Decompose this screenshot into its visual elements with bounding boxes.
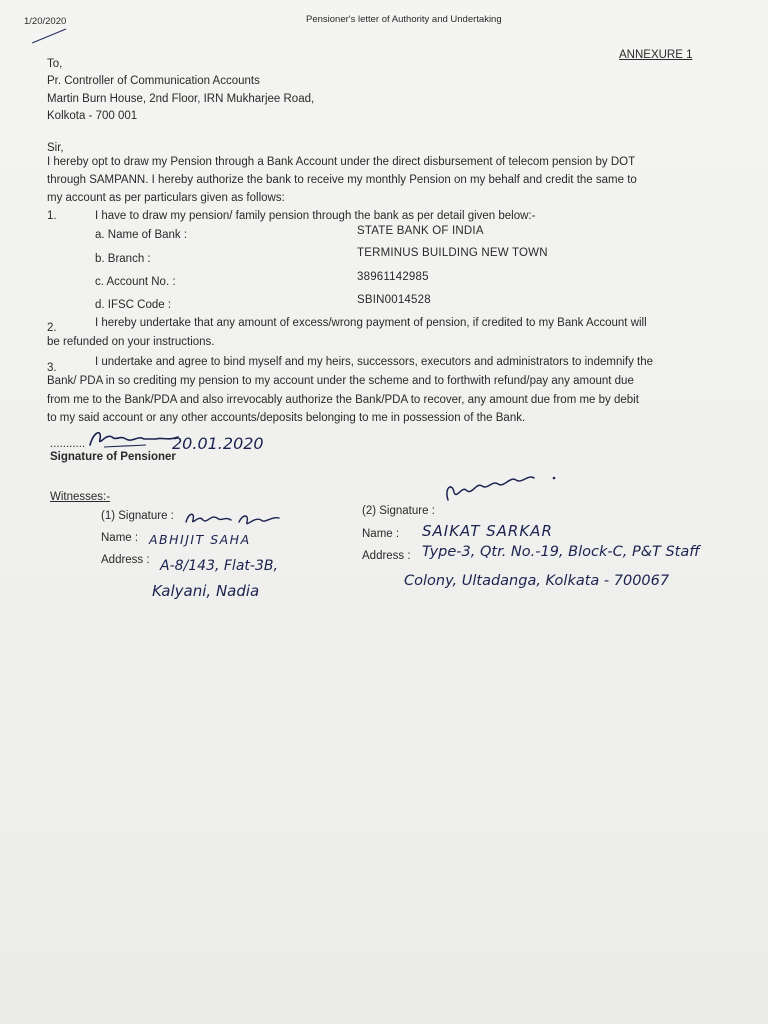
- pensioner-signature-scribble: [86, 425, 186, 453]
- salutation: Sir,: [47, 142, 64, 154]
- branch-value: TERMINUS BUILDING NEW TOWN: [357, 247, 548, 259]
- addressee-line-1: Pr. Controller of Communication Accounts: [47, 75, 260, 87]
- intro-line-3: my account as per particulars given as follows:: [47, 192, 285, 204]
- branch-label: b. Branch :: [95, 253, 151, 265]
- bank-name-label: a. Name of Bank :: [95, 229, 188, 241]
- bank-name-value: STATE BANK OF INDIA: [357, 225, 484, 237]
- form-title: Pensioner's letter of Authority and Undertaking: [306, 14, 502, 25]
- clause-1-text: I have to draw my pension/ family pension through the bank as per detail given below:-: [95, 210, 536, 222]
- witness-2-signature-label: (2) Signature :: [362, 505, 435, 517]
- account-number-label: c. Account No. :: [95, 276, 176, 288]
- clause-3-number: 3.: [47, 362, 57, 374]
- addressee-line-2: Martin Burn House, 2nd Floor, IRN Mukharjee Road,: [47, 93, 315, 105]
- witness-1-address-line-2: Kalyani, Nadia: [152, 582, 260, 600]
- clause-3-line-1: I undertake and agree to bind myself and my heirs, successors, executors and administrators to indemnify the: [95, 356, 654, 368]
- ifsc-code-value: SBIN0014528: [357, 294, 431, 306]
- witness-1-address-line-1: A-8/143, Flat-3B,: [160, 558, 278, 574]
- witness-1-signature-label: (1) Signature :: [101, 510, 174, 522]
- addressee-line-3: Kolkota - 700 001: [47, 110, 138, 122]
- date-stamp: 1/20/2020: [24, 16, 67, 27]
- witness-1-name-value: ABHIJIT SAHA: [149, 532, 251, 547]
- account-number-value: 38961142985: [357, 271, 429, 283]
- witness-2-name-label: Name :: [362, 528, 400, 540]
- signature-of-pensioner-label: Signature of Pensioner: [50, 451, 176, 463]
- intro-line-2: through SAMPANN. I hereby authorize the bank to receive my monthly Pension on my behalf and credit the same to: [47, 174, 637, 186]
- clause-1-number: 1.: [47, 210, 57, 222]
- witness-2-address-line-2: Colony, Ultadanga, Kolkata - 700067: [404, 573, 670, 589]
- witness-2-signature-scribble: [442, 472, 562, 508]
- clause-2-line-2: be refunded on your instructions.: [47, 336, 215, 348]
- witnesses-heading: Witnesses:-: [50, 491, 111, 503]
- clause-3-line-2: Bank/ PDA in so crediting my pension to my account under the scheme and to forthwith refund/pay any amount due: [47, 375, 634, 387]
- clause-2-number: 2.: [47, 322, 57, 334]
- ifsc-code-label: d. IFSC Code :: [95, 299, 172, 311]
- intro-line-1: I hereby opt to draw my Pension through a Bank Account under the direct disbursement of telecom pension by DOT: [47, 156, 636, 168]
- witness-2-name-value: SAIKAT SARKAR: [422, 522, 553, 540]
- addressee-to: To,: [47, 58, 63, 70]
- clause-2-line-1: I hereby undertake that any amount of excess/wrong payment of pension, if credited to my Bank Account will: [95, 317, 647, 329]
- clause-3-line-4: to my said account or any other accounts/deposits belonging to me in possession of the Bank.: [47, 412, 526, 424]
- date-stamp-tick-mark: [30, 26, 70, 46]
- annexure-label: ANNEXURE 1: [619, 49, 693, 61]
- witness-1-address-label: Address :: [101, 554, 150, 566]
- pensioner-signature-date: 20.01.2020: [172, 434, 264, 453]
- witness-2-address-line-1: Type-3, Qtr. No.-19, Block-C, P&T Staff: [422, 544, 700, 560]
- witness-2-address-label: Address :: [362, 550, 411, 562]
- clause-3-line-3: from me to the Bank/PDA and also irrevocably authorize the Bank/PDA to recover, any amount due from me by debit: [47, 394, 639, 406]
- witness-1-name-label: Name :: [101, 532, 139, 544]
- witness-1-signature-scribble: [183, 508, 283, 530]
- signature-dots: ...........: [50, 438, 86, 450]
